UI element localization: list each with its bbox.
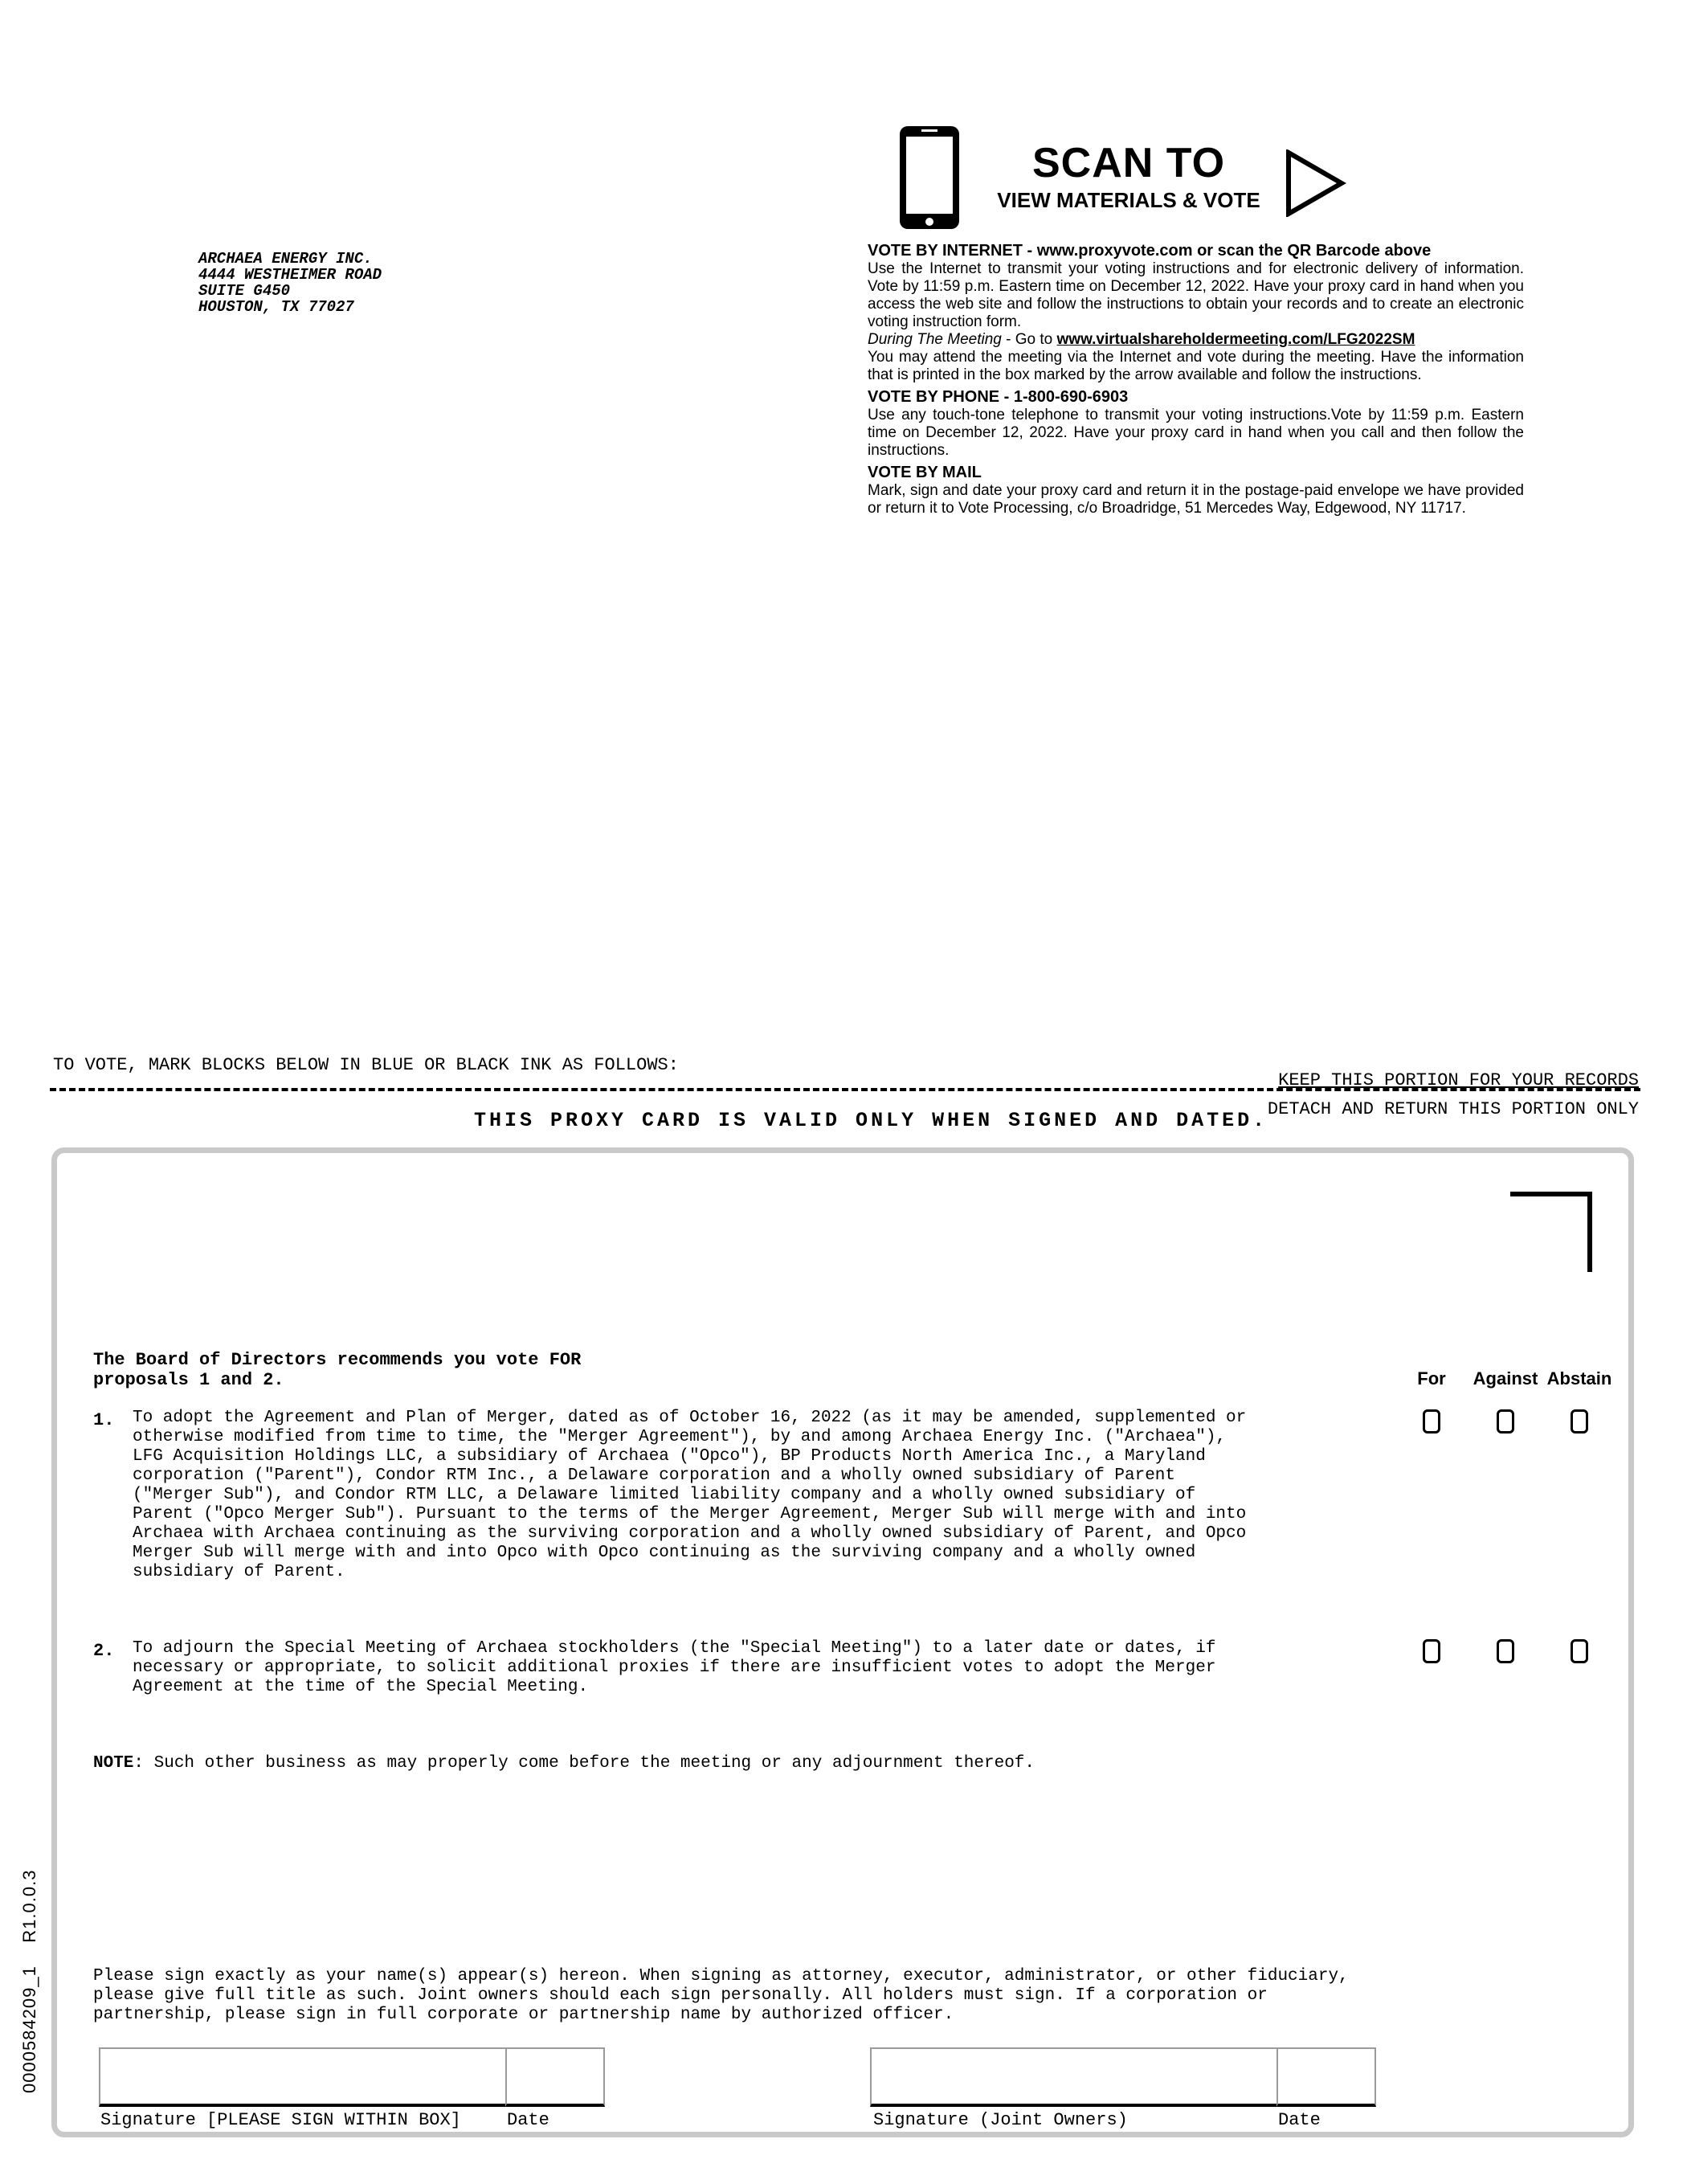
scan-title: SCAN TO	[1031, 140, 1226, 186]
detach-return-label: DETACH AND RETURN THIS PORTION ONLY	[1267, 1099, 1639, 1119]
signing-instructions: Please sign exactly as your name(s) appear(s) hereon. When signing as attorney, executor, administrator, or other fiduciary, please give full title as such. Joint owners should each sign personally. All holders must sign. If a corporation or partnership, please sign in full corporate or partnership name by authorized officer.	[93, 1967, 1349, 2024]
proposal-1-against-checkbox[interactable]	[1497, 1409, 1514, 1434]
proposal-2-against-checkbox[interactable]	[1497, 1639, 1514, 1663]
scan-subtitle: VIEW MATERIALS & VOTE	[997, 188, 1260, 212]
internet-text: Use the Internet to transmit your voting instructions and for electronic delivery of information. Vote by 11:59 p.m. Eastern time on December 12, 2022. Have your proxy card in hand when you access the web site and follow the instructions to obtain your records and to create an electronic voting instruction form.	[868, 260, 1524, 330]
board-recommendation: The Board of Directors recommends you vote FOR proposals 1 and 2.	[93, 1350, 582, 1390]
proposal-text: To adjourn the Special Meeting of Archaea stockholders (the "Special Meeting") to a later date or dates, if necessary or appropriate, to solicit additional proxies if there are insufficient votes to adopt the Merger Agreement at the time of the Special Meeting.	[133, 1639, 1216, 1696]
column-for: For	[1417, 1368, 1446, 1389]
corner-mark	[1510, 1192, 1592, 1272]
note-text: : Such other business as may properly come before the meeting or any adjournment thereof.	[133, 1754, 1035, 1773]
proposal-number: 1.	[93, 1410, 115, 1430]
joint-date-label: Date	[1278, 2110, 1321, 2130]
proposal-1-abstain-checkbox[interactable]	[1571, 1409, 1588, 1434]
meeting-goto: - Go to	[1001, 331, 1057, 348]
meeting-link[interactable]: www.virtualshareholdermeeting.com/LFG2022SM	[1056, 331, 1415, 348]
joint-signature-box[interactable]	[870, 2047, 1278, 2107]
proposal-1-for-checkbox[interactable]	[1423, 1409, 1440, 1434]
note	[93, 1754, 1035, 1773]
note-label: NOTE	[93, 1754, 134, 1773]
column-abstain: Abstain	[1546, 1368, 1612, 1389]
column-against: Against	[1473, 1368, 1538, 1389]
internet-heading: VOTE BY INTERNET - www.proxyvote.com or scan the QR Barcode above	[868, 242, 1432, 260]
sender-line: HOUSTON, TX 77027	[198, 298, 354, 316]
proposal-number: 2.	[93, 1641, 115, 1661]
mail-heading: VOTE BY MAIL	[868, 464, 982, 481]
sender-line: SUITE G450	[198, 282, 291, 300]
meeting-label: During The Meeting	[868, 331, 1002, 348]
sender-line: 4444 WESTHEIMER ROAD	[198, 266, 382, 284]
smartphone-icon	[897, 124, 962, 231]
meeting-line	[868, 331, 1524, 349]
to-vote-instruction: TO VOTE, MARK BLOCKS BELOW IN BLUE OR BLACK INK AS FOLLOWS:	[53, 1055, 679, 1075]
date-label: Date	[507, 2110, 549, 2130]
document-code: 0000584209_1 R1.0.0.3	[19, 1869, 39, 2093]
proposal-text: To adopt the Agreement and Plan of Merger, dated as of October 16, 2022 (as it may be amended, supplemented or otherwise modified from time to time, the "Merger Agreement"), by and among Archaea Energy Inc. ("Archaea"), LFG Acquisition Holdings LLC, a subsidiary of Archaea ("Opco"), BP Products North America Inc., a Maryland corporation ("Parent"), Condor RTM Inc., a Delaware corporation and a wholly owned subsidiary of Parent ("Merger Sub"), and Condor RTM LLC, a Delaware limited liability company and a wholly owned subsidiary of Parent ("Opco Merger Sub"). Pursuant to the terms of the Merger Agreement, Merger Sub will merge with and into Archaea with Archaea continuing as the surviving corporation and a wholly owned subsidiary of Parent, and Opco Merger Sub will merge with and into Opco with Opco continuing as the surviving company and a wholly owned subsidiary of Parent.	[133, 1409, 1247, 1581]
voting-instructions	[868, 238, 1524, 517]
proposal-2-for-checkbox[interactable]	[1423, 1639, 1440, 1663]
mail-text: Mark, sign and date your proxy card and return it in the postage-paid envelope we have provided or return it to Vote Processing, c/o Broadridge, 51 Mercedes Way, Edgewood, NY 11717.	[868, 482, 1524, 517]
sender-line: ARCHAEA ENERGY INC.	[198, 250, 373, 268]
joint-date-box[interactable]	[1276, 2047, 1376, 2107]
valid-notice: THIS PROXY CARD IS VALID ONLY WHEN SIGNED AND DATED.	[474, 1109, 1268, 1132]
meeting-text: You may attend the meeting via the Internet and vote during the meeting. Have the information that is printed in the box marked by the arrow available and follow the instructions.	[868, 349, 1524, 383]
keep-portion-label: KEEP THIS PORTION FOR YOUR RECORDS	[1278, 1070, 1639, 1090]
signature-label: Signature [PLEASE SIGN WITHIN BOX]	[100, 2110, 461, 2130]
play-arrow-icon	[1284, 149, 1348, 217]
signature-box[interactable]	[99, 2047, 507, 2107]
date-box[interactable]	[505, 2047, 605, 2107]
joint-signature-label: Signature (Joint Owners)	[873, 2110, 1128, 2130]
phone-heading: VOTE BY PHONE - 1-800-690-6903	[868, 388, 1129, 406]
proposal-2-abstain-checkbox[interactable]	[1571, 1639, 1588, 1663]
phone-text: Use any touch-tone telephone to transmit your voting instructions.Vote by 11:59 p.m. Eastern time on December 12, 2022. Have your proxy card in hand when you call and then follow the instructions.	[868, 407, 1524, 459]
sender-address	[198, 251, 382, 315]
